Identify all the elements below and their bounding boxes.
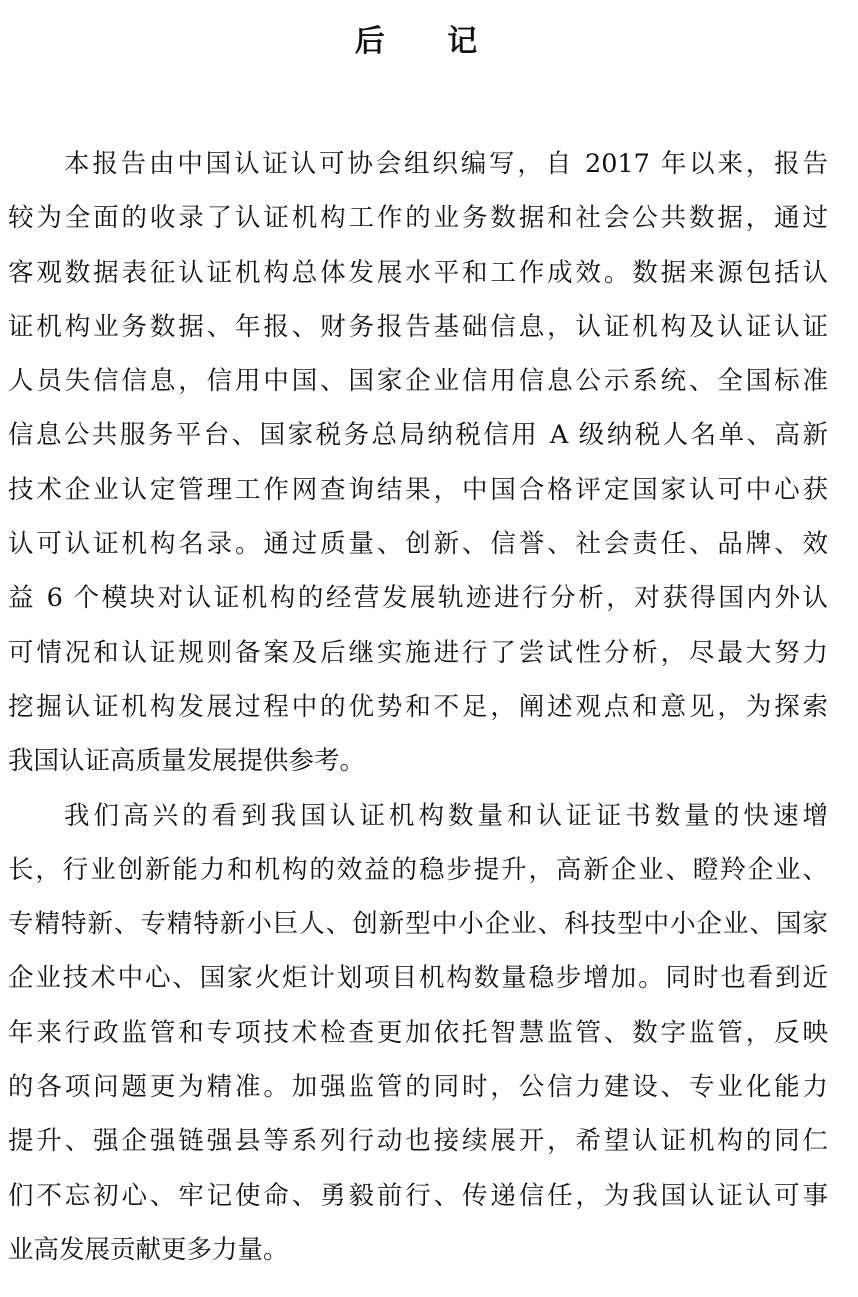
- text-line: 可情况和认证规则备案及后继实施进行了尝试性分析，尽最大努力: [8, 637, 828, 668]
- page-title: 后 记: [354, 24, 504, 59]
- text-line: 专精特新、专精特新小巨人、创新型中小企业、科技型中小企业、国家: [8, 909, 828, 940]
- paragraph-2: [8, 789, 828, 1278]
- text-line: 客观数据表征认证机构总体发展水平和工作成效。数据来源包括认: [8, 257, 828, 288]
- text-line: 我们高兴的看到我国认证机构数量和认证证书数量的快速增: [64, 800, 828, 831]
- text-line: 益 6 个模块对认证机构的经营发展轨迹进行分析，对获得国内外认: [8, 583, 828, 614]
- text-line: 业高发展贡献更多力量。: [8, 1234, 289, 1265]
- text-line: 的各项问题更为精准。加强监管的同时，公信力建设、专业化能力: [8, 1072, 828, 1103]
- text-line: 认可认证机构名录。通过质量、创新、信誉、社会责任、品牌、效: [8, 529, 828, 560]
- text-line: 提升、强企强链强县等系列行动也接续展开，希望认证机构的同仁: [8, 1126, 828, 1157]
- document-body: [8, 137, 828, 1277]
- text-line: 本报告由中国认证认可协会组织编写，自 2017 年以来，报告: [64, 149, 828, 179]
- text-line: 挖掘认证机构发展过程中的优势和不足，阐述观点和意见，为探索: [8, 691, 828, 722]
- paragraph-1: [8, 137, 828, 789]
- text-line: 人员失信信息，信用中国、国家企业信用信息公示系统、全国标准: [8, 366, 828, 397]
- text-line: 较为全面的收录了认证机构工作的业务数据和社会公共数据，通过: [8, 203, 828, 234]
- text-line: 信息公共服务平台、国家税务总局纳税信用 A 级纳税人名单、高新: [8, 420, 828, 451]
- text-line: 企业技术中心、国家火炬计划项目机构数量稳步增加。同时也看到近: [8, 963, 828, 994]
- text-line: 长，行业创新能力和机构的效益的稳步提升，高新企业、瞪羚企业、: [8, 854, 828, 885]
- text-line: 们不忘初心、牢记使命、勇毅前行、传递信任，为我国认证认可事: [8, 1180, 828, 1211]
- text-line: 技术企业认定管理工作网查询结果，中国合格评定国家认可中心获: [8, 474, 828, 505]
- text-line: 证机构业务数据、年报、财务报告基础信息，认证机构及认证认证: [8, 311, 828, 342]
- text-line: 年来行政监管和专项技术检查更加依托智慧监管、数字监管，反映: [8, 1017, 828, 1048]
- text-line: 我国认证高质量发展提供参考。: [8, 746, 366, 777]
